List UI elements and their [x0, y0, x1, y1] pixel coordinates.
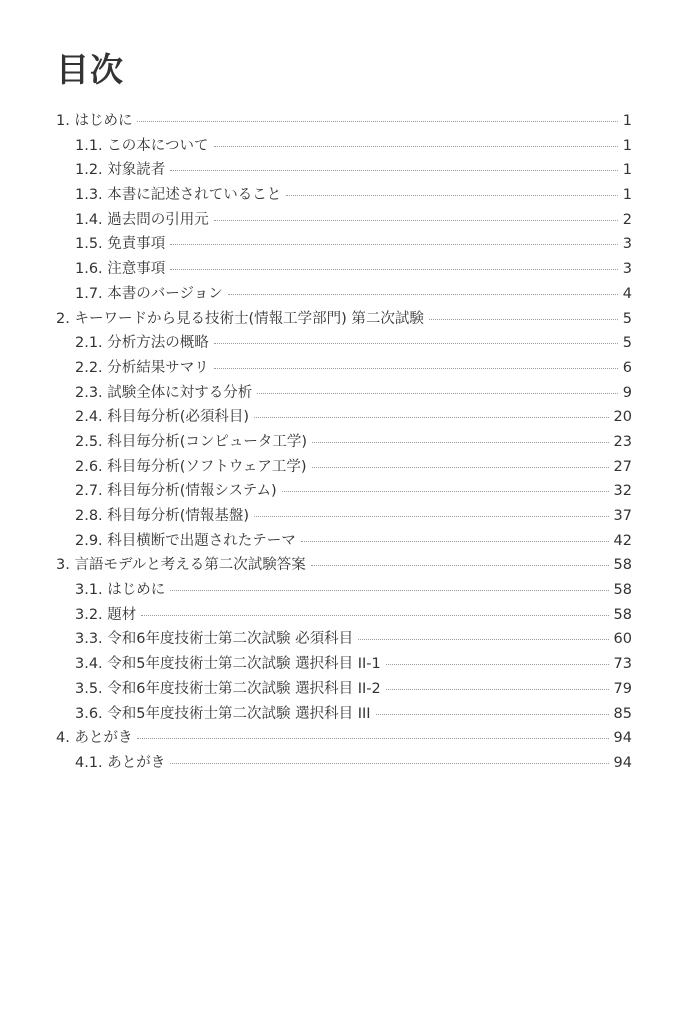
toc-entry-title: 2. キーワードから見る技術士(情報工学部門) 第二次試験: [56, 310, 424, 327]
toc-entry-title: 2.5. 科目毎分析(コンピュータ工学): [75, 433, 308, 450]
dot-leader: [170, 170, 617, 171]
toc-entry-page-number: 37: [613, 508, 632, 524]
toc-entry-title: 3.3. 令和6年度技術士第二次試験 必須科目: [75, 631, 354, 648]
dot-leader: [170, 590, 608, 591]
dot-leader: [214, 146, 618, 147]
toc-entry[interactable]: [56, 529, 632, 554]
toc-entry-page-number: 20: [613, 409, 632, 426]
dot-leader: [137, 121, 617, 122]
toc-entry[interactable]: [56, 208, 632, 233]
dot-leader: [137, 738, 608, 739]
dot-leader: [254, 417, 608, 418]
toc-entry[interactable]: [56, 331, 632, 356]
dot-leader: [170, 269, 617, 270]
toc-entry-page-number: 58: [613, 557, 632, 574]
table-of-contents: [56, 109, 632, 776]
toc-entry-title: 4. あとがき: [56, 730, 133, 747]
toc-entry-title: 2.8. 科目毎分析(情報基盤): [75, 508, 250, 524]
toc-entry[interactable]: [56, 627, 632, 652]
toc-entry[interactable]: [56, 479, 632, 504]
toc-entry[interactable]: [56, 183, 632, 208]
toc-entry-title: 1.6. 注意事項: [75, 261, 166, 278]
toc-entry-title: 1. はじめに: [56, 113, 133, 129]
toc-entry-title: 1.3. 本書に記述されていること: [75, 187, 282, 204]
dot-leader: [386, 664, 609, 665]
toc-entry[interactable]: [56, 158, 632, 183]
toc-entry[interactable]: [56, 430, 632, 455]
toc-entry[interactable]: [56, 381, 632, 406]
toc-entry-page-number: 94: [613, 754, 632, 771]
dot-leader: [311, 565, 609, 566]
toc-entry-page-number: 58: [613, 582, 632, 599]
toc-entry-title: 2.3. 試験全体に対する分析: [75, 384, 253, 401]
toc-entry-title: 3. 言語モデルと考える第二次試験答案: [56, 557, 306, 574]
dot-leader: [254, 516, 608, 517]
dot-leader: [228, 294, 618, 295]
toc-entry-page-number: 94: [613, 730, 632, 747]
toc-entry-page-number: 3: [622, 236, 632, 253]
dot-leader: [214, 343, 618, 344]
toc-entry-title: 1.2. 対象読者: [75, 162, 166, 179]
toc-entry[interactable]: [56, 282, 632, 307]
toc-entry-page-number: 9: [622, 384, 632, 401]
dot-leader: [312, 442, 608, 443]
dot-leader: [214, 368, 618, 369]
toc-entry[interactable]: [56, 356, 632, 381]
dot-leader: [170, 244, 617, 245]
toc-entry-title: 1.7. 本書のバージョン: [75, 285, 223, 302]
toc-entry-title: 3.2. 題材: [75, 606, 137, 623]
toc-entry-title: 4.1. あとがき: [75, 754, 166, 771]
toc-entry-page-number: 1: [622, 162, 632, 179]
toc-entry-title: 2.9. 科目横断で出題されたテーマ: [75, 532, 296, 549]
toc-entry-title: 1.1. この本について: [75, 137, 209, 154]
toc-entry-page-number: 6: [622, 359, 632, 376]
dot-leader: [301, 541, 609, 542]
toc-entry-title: 2.4. 科目毎分析(必須科目): [75, 409, 250, 426]
toc-entry[interactable]: [56, 553, 632, 578]
toc-entry[interactable]: [56, 751, 632, 776]
toc-entry-title: 2.2. 分析結果サマリ: [75, 359, 209, 376]
toc-entry[interactable]: [56, 652, 632, 677]
toc-entry[interactable]: [56, 307, 632, 332]
toc-entry-page-number: 2: [622, 211, 632, 228]
dot-leader: [282, 491, 609, 492]
toc-entry-page-number: 4: [622, 285, 632, 302]
toc-entry-title: 3.4. 令和5年度技術士第二次試験 選択科目 II-1: [75, 656, 381, 673]
toc-entry-page-number: 3: [622, 261, 632, 278]
dot-leader: [170, 763, 608, 764]
toc-entry-title: 2.1. 分析方法の概略: [75, 335, 209, 352]
toc-entry[interactable]: [56, 232, 632, 257]
toc-entry-title: 1.4. 過去問の引用元: [75, 211, 209, 228]
dot-leader: [214, 220, 618, 221]
toc-entry-page-number: 1: [622, 137, 632, 154]
toc-entry-title: 1.5. 免責事項: [75, 236, 166, 253]
toc-entry-page-number: 85: [613, 705, 632, 722]
toc-entry-page-number: 23: [613, 433, 632, 450]
toc-entry-page-number: 32: [613, 483, 632, 500]
toc-entry-page-number: 27: [613, 458, 632, 475]
toc-entry-title: 2.7. 科目毎分析(情報システム): [75, 483, 277, 500]
toc-entry-page-number: 5: [622, 335, 632, 352]
toc-entry[interactable]: [56, 504, 632, 529]
toc-entry[interactable]: [56, 702, 632, 727]
toc-entry[interactable]: [56, 257, 632, 282]
dot-leader: [358, 639, 608, 640]
page-title: 目次: [56, 50, 124, 89]
toc-entry-page-number: 60: [613, 631, 632, 648]
toc-entry-page-number: 1: [622, 187, 632, 204]
toc-entry-page-number: 58: [613, 606, 632, 623]
toc-entry-title: 3.5. 令和6年度技術士第二次試験 選択科目 II-2: [75, 680, 381, 697]
toc-entry-title: 2.6. 科目毎分析(ソフトウェア工学): [75, 458, 307, 475]
toc-entry-page-number: 5: [622, 310, 632, 327]
toc-entry-page-number: 42: [613, 532, 632, 549]
toc-entry[interactable]: [56, 134, 632, 159]
toc-entry[interactable]: [56, 603, 632, 628]
toc-entry-title: 3.1. はじめに: [75, 582, 166, 599]
dot-leader: [257, 393, 617, 394]
dot-leader: [286, 195, 617, 196]
toc-entry-title: 3.6. 令和5年度技術士第二次試験 選択科目 III: [75, 705, 371, 722]
toc-entry[interactable]: [56, 405, 632, 430]
dot-leader: [376, 714, 609, 715]
dot-leader: [429, 319, 618, 320]
dot-leader: [312, 467, 609, 468]
toc-entry[interactable]: [56, 726, 632, 751]
toc-entry-page-number: 79: [613, 680, 632, 697]
toc-entry-page-number: 73: [613, 656, 632, 673]
toc-entry-page-number: 1: [622, 113, 632, 129]
toc-entry[interactable]: [56, 455, 632, 480]
dot-leader: [386, 689, 609, 690]
toc-entry[interactable]: [56, 677, 632, 702]
dot-leader: [141, 615, 608, 616]
toc-entry[interactable]: [56, 578, 632, 603]
toc-entry[interactable]: [56, 109, 632, 134]
